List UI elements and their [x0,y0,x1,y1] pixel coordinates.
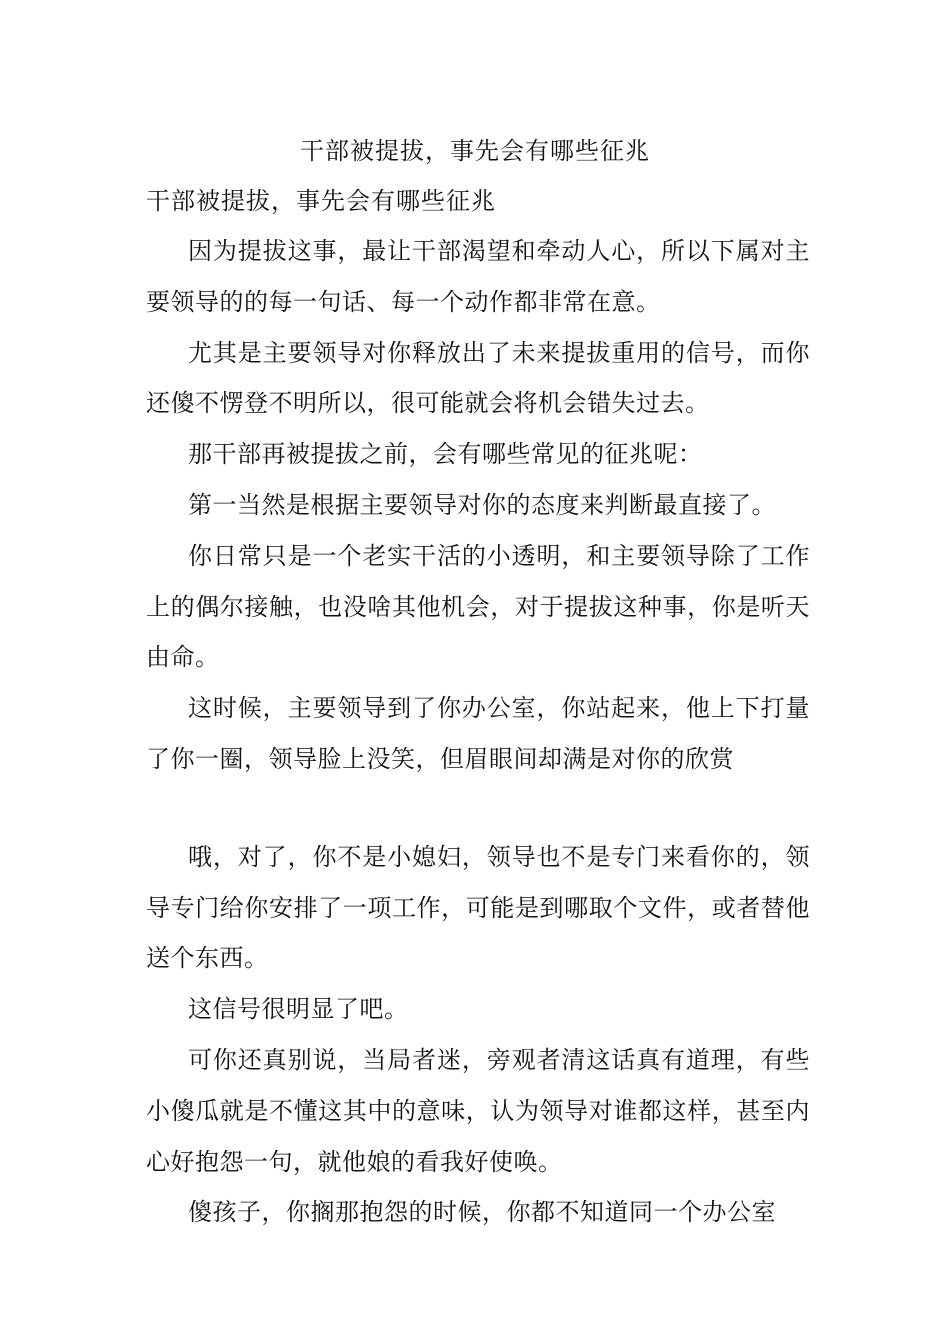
paragraph-5: 你日常只是一个老实干活的小透明，和主要领导除了工作上的偶尔接触，也没啥其他机会，对于提拔这种事，你是听天由命。 [146,541,810,672]
paragraph-10: 傻孩子，你搁那抱怨的时候，你都不知道同一个办公室 [188,1198,776,1227]
paragraph-2: 尤其是主要领导对你释放出了未来提拔重用的信号，而你还傻不愣登不明所以，很可能就会将机会错失过去。 [146,338,810,418]
paragraph-6: 这时候，主要领导到了你办公室，你站起来，他上下打量了你一圈，领导脸上没笑，但眉眼间却满是对你的欣赏 [146,694,810,773]
document-subtitle: 干部被提拔，事先会有哪些征兆 [146,187,496,215]
document-body [146,226,810,1238]
paragraph-3: 那干部再被提拔之前，会有哪些常见的征兆呢： [188,440,703,469]
document-title: 干部被提拔，事先会有哪些征兆 [300,137,650,165]
paragraph-7: 哦，对了，你不是小媳妇，领导也不是专门来看你的，领导专门给你安排了一项工作，可能是到哪取个文件，或者替他送个东西。 [146,842,810,973]
paragraph-4: 第一当然是根据主要领导对你的态度来判断最直接了。 [188,490,776,519]
paragraph-gap [146,785,810,832]
paragraph-1: 因为提拔这事，最让干部渴望和牵动人心，所以下属对主要领导的的每一句话、每一个动作都非常在意。 [146,237,810,316]
paragraph-9: 可你还真别说，当局者迷，旁观者清这话真有道理，有些小傻瓜就是不懂这其中的意味，认为领导对谁都这样，甚至内心好抱怨一句，就他娘的看我好使唤。 [146,1045,810,1176]
paragraph-8: 这信号很明显了吧。 [188,995,409,1024]
